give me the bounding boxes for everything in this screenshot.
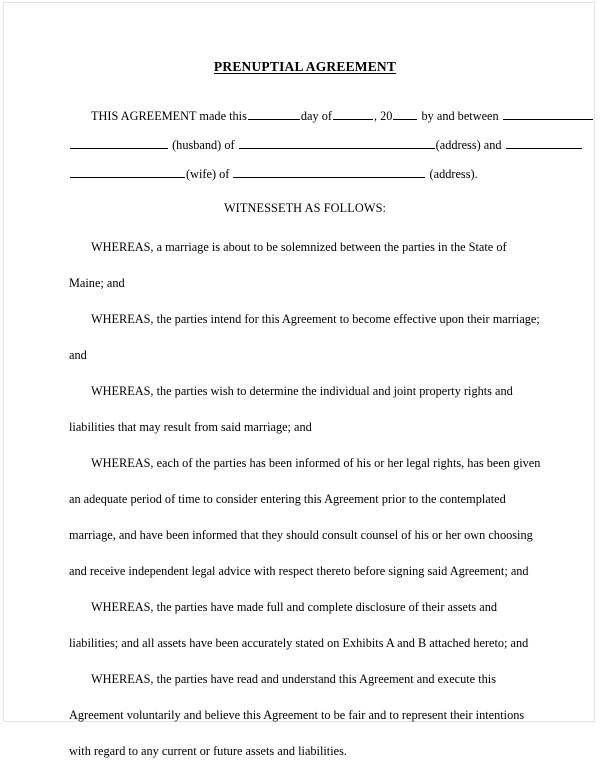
- year-prefix-label: , 20: [373, 108, 393, 123]
- recital-paragraph: WHEREAS, each of the parties has been informed of his or her legal rights, has been given an adequate period of time to consider entering this Agreement prior to the contemplated marriage, and have been informed that they should consult counsel of his or her own choosing and receive independent legal advice with respect thereto before signing said Agreement; and: [69, 455, 541, 578]
- parties-fill-in-block: [69, 102, 541, 189]
- wife-name-blank-field-cont[interactable]: [70, 165, 185, 177]
- address-label: (address).: [429, 166, 478, 181]
- wife-label: (wife) of: [186, 166, 230, 181]
- witnesseth-subheading: WITNESSETH AS FOLLOWS:: [223, 200, 387, 215]
- husband-address-blank-field[interactable]: [239, 136, 435, 148]
- document-page: [3, 2, 595, 758]
- address-and-label: (address) and: [435, 137, 502, 152]
- recital-paragraph: WHEREAS, the parties have made full and complete disclosure of their assets and liabilities; and all assets have been accurately stated on Exhibits A and B attached hereto; and: [69, 599, 529, 650]
- page-title: [69, 3, 541, 74]
- wife-address-blank-field[interactable]: [233, 165, 425, 177]
- year-blank-field[interactable]: [393, 107, 417, 119]
- day-blank-field[interactable]: [248, 107, 300, 119]
- recital-paragraph: WHEREAS, the parties intend for this Agreement to become effective upon their marriage; and: [69, 311, 540, 362]
- wife-name-blank-field[interactable]: [506, 136, 582, 148]
- recital-paragraph: WHEREAS, a marriage is about to be solemnized between the parties in the State of Maine; and: [69, 239, 507, 290]
- agreement-lead-text: THIS AGREEMENT made this: [91, 108, 247, 123]
- day-of-label: day of: [300, 108, 332, 123]
- by-and-between-label: by and between: [421, 108, 499, 123]
- recital-paragraph: WHEREAS, the parties wish to determine the individual and joint property rights and liabilities that may result from said marriage; and: [69, 383, 513, 434]
- husband-label: (husband) of: [172, 137, 235, 152]
- recital-paragraph: WHEREAS, the parties have read and understand this Agreement and execute this Agreement voluntarily and believe this Agreement to be fair and to represent their intentions with regard to any current or future assets and liabilities.: [69, 671, 525, 758]
- page-title-text: PRENUPTIAL AGREEMENT: [213, 59, 397, 74]
- agreement-date-line: [69, 102, 541, 131]
- document-content: [69, 3, 541, 769]
- husband-address-line: [69, 131, 541, 160]
- husband-name-blank-field-cont[interactable]: [70, 136, 168, 148]
- recitals-body: [69, 229, 541, 769]
- month-blank-field[interactable]: [333, 107, 373, 119]
- husband-name-blank-field[interactable]: [503, 107, 593, 119]
- wife-address-line: [69, 160, 541, 189]
